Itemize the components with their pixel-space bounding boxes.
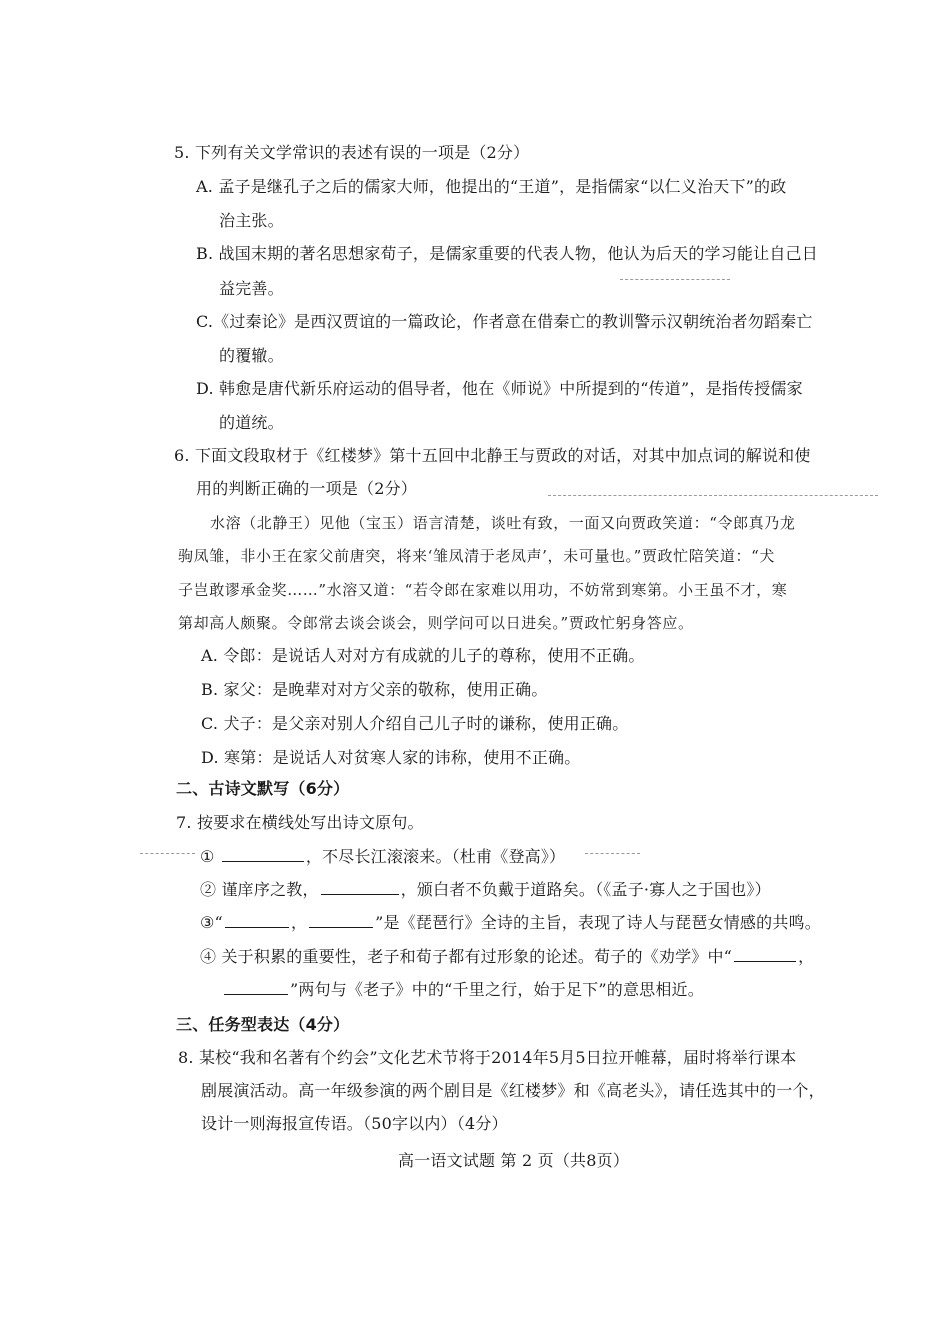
scan-artifact-line	[548, 495, 878, 496]
answer-blank[interactable]	[224, 978, 288, 995]
q5-option-a: A. 孟子是继孔子之后的儒家大师，他提出的“王道”，是指儒家“以仁义治天下”的政	[196, 177, 787, 196]
item-marker: ①	[200, 847, 215, 866]
q5-option-b: B. 战国末期的著名思想家荀子，是儒家重要的代表人物，他认为后天的学习能让自己日	[196, 244, 818, 263]
page-footer: 高一语文试题 第 2 页（共8页）	[398, 1151, 630, 1170]
q7-item-4	[200, 945, 814, 968]
item-text: ④ 关于积累的重要性，老子和荀子都有过形象的论述。荀子的《劝学》中“	[200, 947, 733, 966]
item-text: ② 谨庠序之教，	[200, 880, 319, 899]
answer-blank[interactable]	[225, 911, 289, 928]
q5-option-b-cont: 益完善。	[219, 279, 284, 298]
section-two-heading: 二、古诗文默写（6分）	[176, 779, 350, 798]
q6-stem: 6. 下面文段取材于《红楼梦》第十五回中北静王与贾政的对话，对其中加点词的解说和使	[174, 446, 811, 465]
q6-passage-line: 驹凤雏，非小王在家父前唐突，将来‘雏凤清于老凤声’，未可量也。”贾政忙陪笑道：“犬	[178, 547, 775, 565]
q6-stem-cont: 用的判断正确的一项是（2分）	[196, 479, 417, 498]
item-text: ，	[290, 913, 308, 932]
q6-option-c: C. 犬子：是父亲对别人介绍自己儿子时的谦称，使用正确。	[201, 714, 629, 733]
answer-blank[interactable]	[222, 845, 304, 862]
q6-passage-line: 第却高人颇聚。令郎常去谈会谈会，则学问可以日进矣。”贾政忙躬身答应。	[178, 614, 694, 632]
q7-stem: 7. 按要求在横线处写出诗文原句。	[176, 813, 424, 832]
q7-item-3	[200, 911, 821, 934]
q7-item-1	[200, 845, 565, 868]
item-text: ，不尽长江滚滚来。（杜甫《登高》）	[305, 847, 566, 866]
q8-stem-cont: 设计一则海报宣传语。（50字以内）（4分）	[201, 1114, 508, 1133]
q6-passage-line: 水溶（北静王）见他（宝玉）语言清楚，谈吐有致，一面又向贾政笑道：“令郎真乃龙	[210, 514, 796, 532]
answer-blank[interactable]	[734, 945, 796, 962]
scan-artifact-line	[140, 853, 195, 854]
q6-passage-line: 子岂敢谬承金奖……”水溶又道：“若令郎在家难以用功，不妨常到寒第。小王虽不才，寒	[178, 581, 788, 599]
q6-option-b: B. 家父：是晚辈对对方父亲的敬称，使用正确。	[201, 680, 548, 699]
item-text: ，颁白者不负戴于道路矣。（《孟子·寡人之于国也》）	[400, 880, 771, 899]
q7-item-2	[200, 878, 771, 901]
q6-option-d: D. 寒第：是说话人对贫寒人家的讳称，使用不正确。	[201, 748, 581, 767]
q5-option-c-cont: 的覆辙。	[219, 346, 284, 365]
q5-option-d: D. 韩愈是唐代新乐府运动的倡导者，他在《师说》中所提到的“传道”，是指传授儒家	[196, 379, 803, 398]
answer-blank[interactable]	[321, 878, 399, 895]
q7-item-4-cont	[222, 978, 704, 1001]
q5-option-a-cont: 治主张。	[219, 211, 284, 230]
item-text: ”是《琵琶行》全诗的主旨，表现了诗人与琵琶女情感的共鸣。	[375, 913, 821, 932]
q6-option-a: A. 令郎：是说话人对对方有成就的儿子的尊称，使用不正确。	[201, 646, 645, 665]
answer-blank[interactable]	[309, 911, 373, 928]
item-text: ”两句与《老子》中的“千里之行，始于足下”的意思相近。	[290, 980, 704, 999]
q5-stem: 5. 下列有关文学常识的表述有误的一项是（2分）	[174, 143, 530, 162]
item-text: ，	[798, 947, 815, 966]
q5-option-d-cont: 的道统。	[219, 413, 284, 432]
q5-option-c: C.《过秦论》是西汉贾谊的一篇政论，作者意在借秦亡的教训警示汉朝统治者勿蹈秦亡	[196, 312, 813, 331]
item-text: ③“	[200, 913, 223, 932]
q8-stem-cont: 剧展演活动。高一年级参演的两个剧目是《红楼梦》和《高老头》，请任选其中的一个，	[201, 1081, 825, 1100]
scan-artifact-line	[585, 853, 640, 854]
scan-artifact-line	[620, 279, 730, 280]
q8-stem: 8. 某校“我和名著有个约会”文化艺术节将于2014年5月5日拉开帷幕，届时将举行课本	[178, 1048, 797, 1067]
section-three-heading: 三、任务型表达（4分）	[176, 1015, 350, 1034]
